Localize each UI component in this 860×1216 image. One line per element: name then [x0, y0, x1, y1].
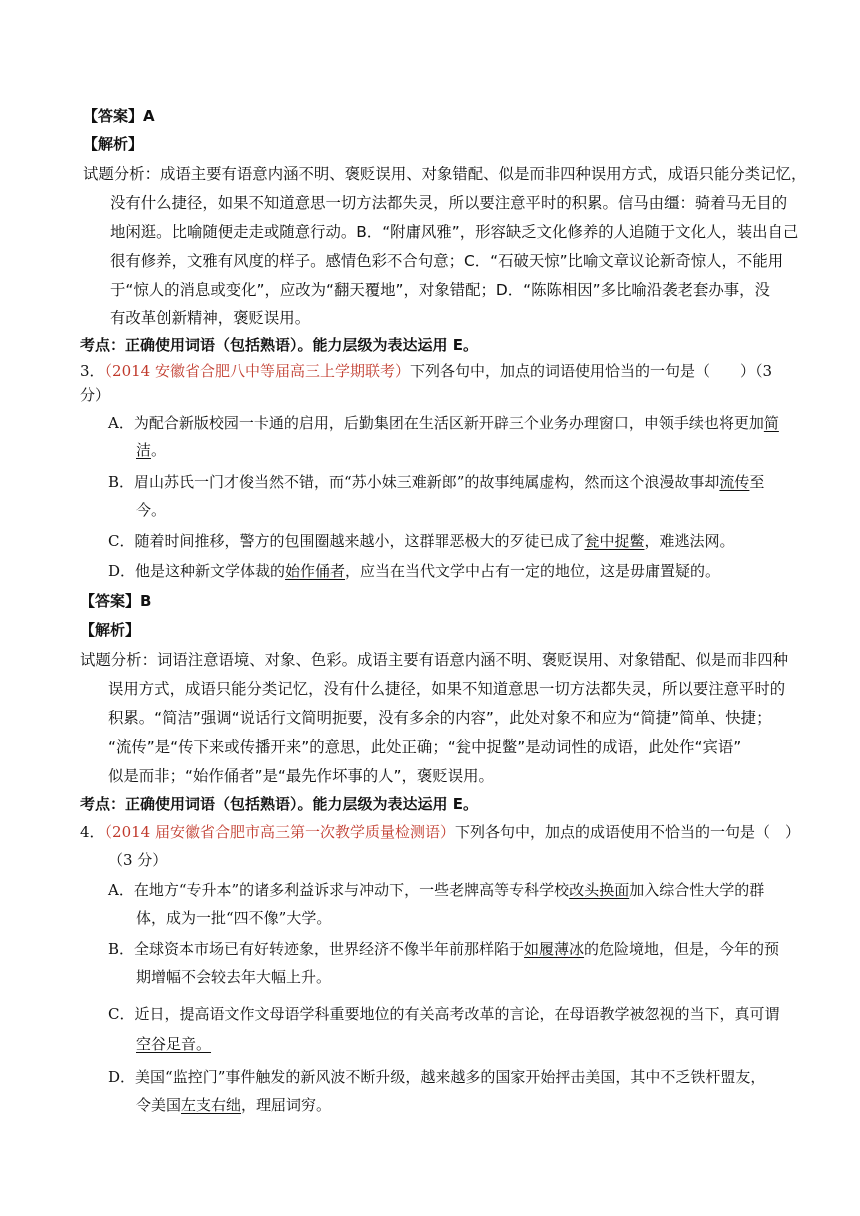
analysis-line: 试题分析：词语注意语境、对象、色彩。成语主要有语意内涵不明、褒贬误用、对象错配、似是而非四种 [80, 651, 788, 669]
option-text: A．在地方“专升本”的诸多利益诉求与冲动下，一些老牌高等专科学校 [108, 881, 570, 899]
kaodian-note: 考点：正确使用词语（包括熟语）。能力层级为表达运用 E。 [80, 795, 478, 813]
analysis-line: 有改革创新精神，褒贬误用。 [110, 309, 311, 327]
analysis-label: 【解析】 [83, 135, 144, 153]
analysis-line: 似是而非；“始作俑者”是“最先作坏事的人”，褒贬误用。 [108, 767, 494, 785]
option-a-cont [136, 440, 166, 460]
dotted-term: 改头换面 [569, 881, 630, 899]
option-text: B．全球资本市场已有好转迹象，世界经济不像半年前那样陷于 [108, 940, 525, 958]
question-source: （2014 届安徽省合肥市高三第一次教学质量检测语） [104, 823, 455, 841]
analysis-line: 于“惊人的消息或变化”，应改为“翻天覆地”，对象错配；D．“陈陈相因”多比喻沿袭老套办事，没 [110, 281, 770, 299]
dotted-term: 瓮中捉鳖 [584, 532, 645, 550]
option-text: 的危险境地，但是，今年的预 [584, 940, 780, 958]
option-text: D．他是这种新文学体裁的 [108, 562, 286, 580]
analysis-line: 没有什么捷径，如果不知道意思一切方法都失灵，所以要注意平时的积累。信马由缰：骑着马无目的 [110, 194, 788, 212]
question-number: 4． [80, 823, 105, 841]
option-b [108, 472, 764, 492]
option-text: ，应当在当代文学中占有一定的地位，这是毋庸置疑的。 [345, 562, 721, 580]
option-text: C．随着时间推移，警方的包围圈越来越小，这群罪恶极大的歹徒已成了 [108, 532, 585, 550]
option-a [108, 413, 779, 433]
option-text: ，理屈词穷。 [241, 1096, 332, 1114]
option-text: A．为配合新版校园一卡通的启用，后勤集团在生活区新开辟三个业务办理窗口，申领手续也将更加 [108, 414, 764, 432]
option-d [108, 561, 720, 581]
option-b [108, 939, 779, 959]
option-a-cont: 体，成为一批“四不像”大学。 [136, 909, 332, 927]
analysis-line: 误用方式，成语只能分类记忆，没有什么捷径，如果不知道意思一切方法都失灵，所以要注意平时的 [108, 680, 786, 698]
question-stem: 下列各句中，加点的成语使用不恰当的一句是（ ） [455, 823, 801, 841]
question-number: 3． [80, 362, 105, 380]
question-score: （3 分） [108, 851, 168, 869]
option-text: 令美国 [136, 1096, 182, 1114]
question-source: （2014 安徽省合肥八中等届高三上学期联考） [104, 362, 410, 380]
question-stem-cont: 分） [80, 386, 111, 404]
option-b-cont: 今。 [136, 501, 167, 519]
option-a [108, 880, 764, 900]
option-c [108, 531, 735, 551]
question-3-header [80, 361, 772, 381]
option-c: C．近日，提高语文作文母语学科重要地位的有关高考改革的言论，在母语教学被忽视的当下，真可谓 [108, 1005, 780, 1023]
dotted-term: 始作俑者 [285, 562, 346, 580]
answer-label: 【答案】B [80, 592, 152, 610]
analysis-line: “流传”是“传下来或传播开来”的意思，此处正确；“瓮中捉鳖”是动词性的成语，此处作“宾语” [108, 738, 742, 756]
analysis-line: 积累。“简洁”强调“说话行文简明扼要，没有多余的内容”，此处对象不和应为“简捷”简单、快捷； [108, 709, 772, 727]
dotted-term: 空谷足音。 [136, 1035, 212, 1053]
question-4-header [80, 822, 800, 842]
dotted-term: 左支右绌 [181, 1096, 242, 1114]
analysis-label: 【解析】 [80, 621, 141, 639]
option-text: B．眉山苏氏一门才俊当然不错，而“苏小妹三难新郎”的故事纯属虚构，然而这个浪漫故事却 [108, 473, 720, 491]
kaodian-note: 考点：正确使用词语（包括熟语）。能力层级为表达运用 E。 [80, 336, 478, 354]
option-text: 加入综合性大学的群 [629, 881, 765, 899]
dotted-term: 洁 [136, 441, 152, 459]
analysis-line: 试题分析：成语主要有语意内涵不明、褒贬误用、对象错配、似是而非四种误用方式，成语只能分类记忆， [83, 165, 807, 183]
option-c-cont [136, 1034, 211, 1054]
dotted-term: 如履薄冰 [524, 940, 585, 958]
option-d-cont [136, 1095, 331, 1115]
option-text: 。 [151, 441, 167, 459]
option-text: 至 [749, 473, 765, 491]
dotted-term: 流传 [719, 473, 750, 491]
analysis-line: 很有修养，文雅有风度的样子。感情色彩不合句意；C．“石破天惊”比喻文章议论新奇惊人，不能用 [110, 252, 784, 270]
analysis-line: 地闲逛。比喻随便走走或随意行动。B．“附庸风雅”，形容缺乏文化修养的人追随于文化人，装出自己 [110, 223, 799, 241]
option-d: D．美国“监控门”事件触发的新风波不断升级，越来越多的国家开始抨击美国，其中不乏铁杆盟友， [108, 1068, 766, 1086]
option-b-cont: 期增幅不会较去年大幅上升。 [136, 968, 332, 986]
dotted-term: 简 [763, 414, 779, 432]
option-text: ，难逃法网。 [644, 532, 735, 550]
answer-label: 【答案】A [83, 107, 155, 125]
question-stem: 下列各句中，加点的词语使用恰当的一句是（ ）（3 [410, 362, 773, 380]
